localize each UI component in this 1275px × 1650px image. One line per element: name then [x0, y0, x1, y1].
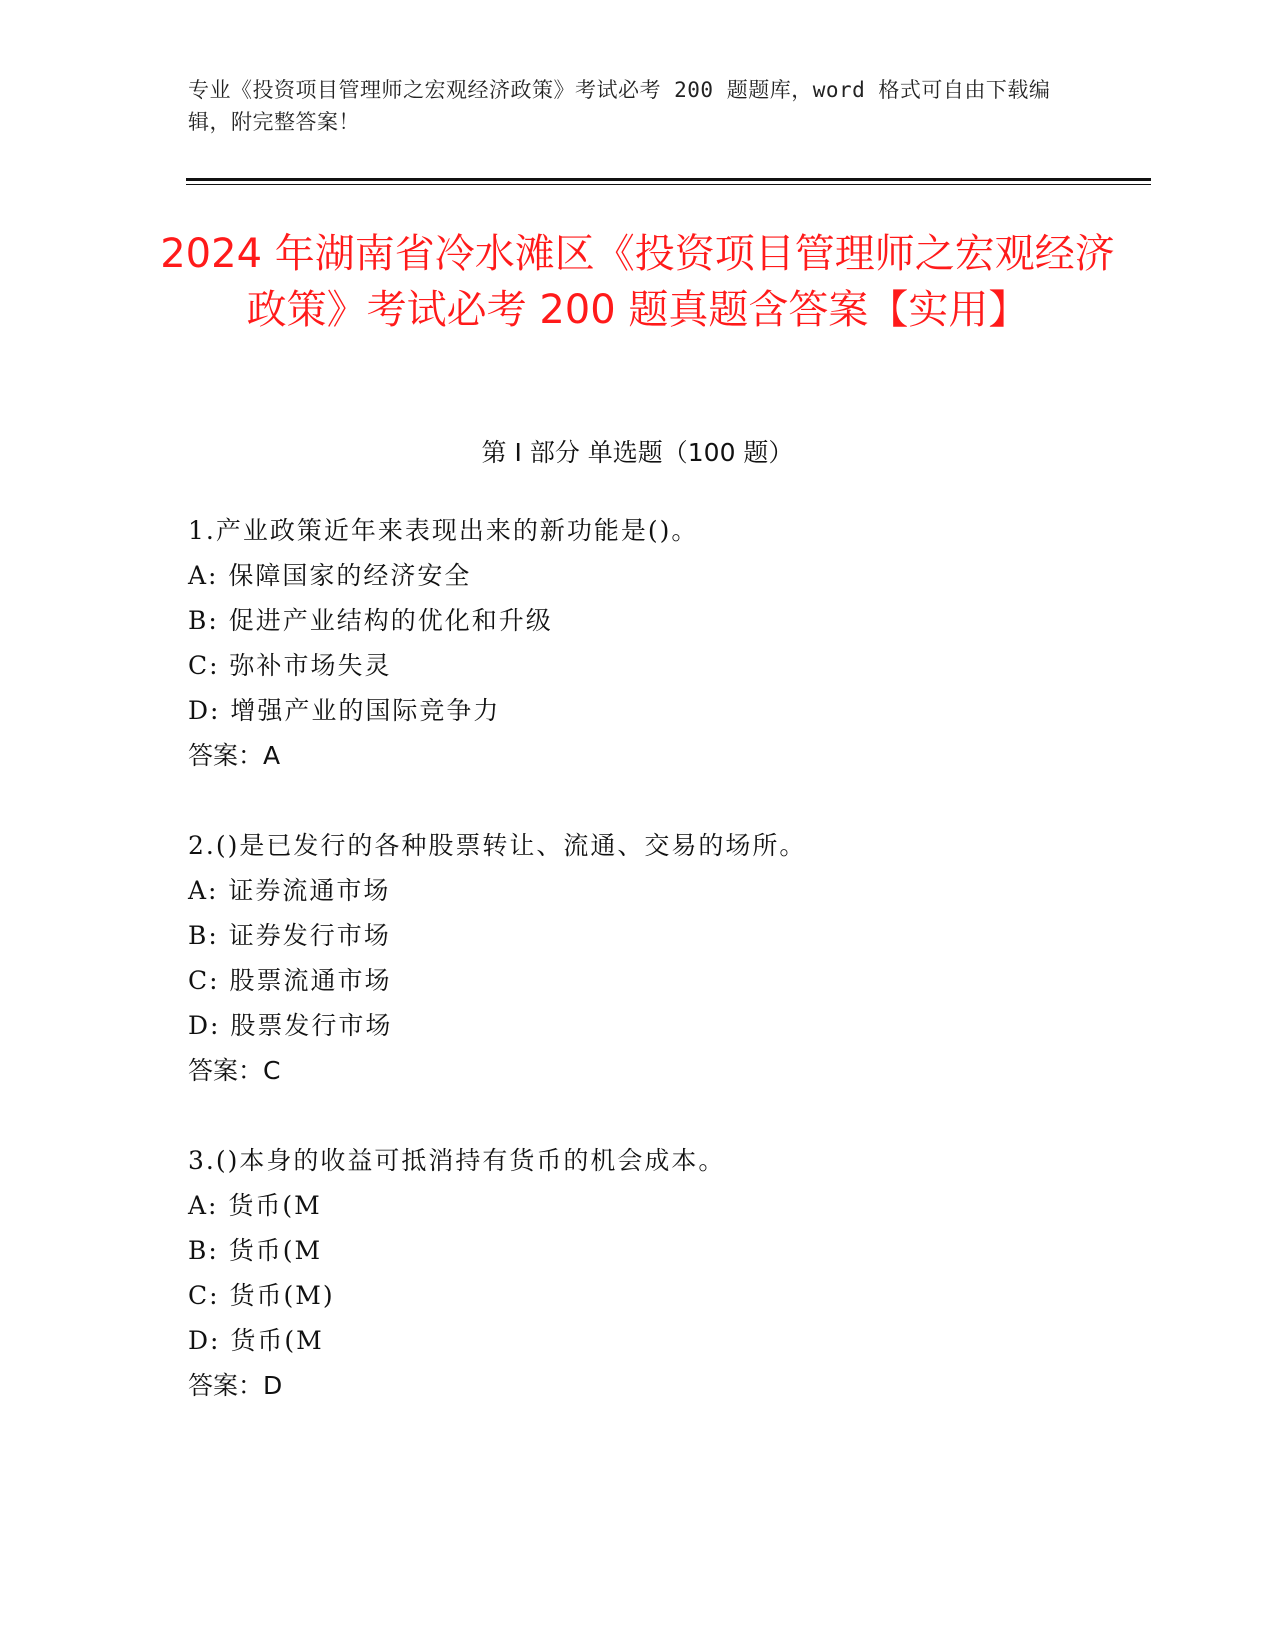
answer-line: 答案：A — [188, 741, 281, 770]
option-a: A: 证券流通市场 — [188, 876, 391, 905]
option-c: C: 弥补市场失灵 — [188, 651, 392, 680]
option-b: B: 货币(M — [188, 1236, 323, 1265]
header-divider-thick — [186, 178, 1151, 181]
section-heading: 第 I 部分 单选题（100 题） — [481, 438, 794, 467]
option-d: D: 增强产业的国际竞争力 — [188, 696, 501, 725]
question-2 — [188, 823, 1088, 1093]
option-d: D: 股票发行市场 — [188, 1011, 393, 1040]
question-3 — [188, 1138, 1088, 1408]
option-d: D: 货币(M — [188, 1326, 324, 1355]
option-c: C: 货币(M) — [188, 1281, 335, 1310]
question-stem: 1.产业政策近年来表现出来的新功能是()。 — [188, 516, 699, 545]
option-c: C: 股票流通市场 — [188, 966, 392, 995]
option-a: A: 货币(M — [188, 1191, 322, 1220]
question-stem: 3.()本身的收益可抵消持有货币的机会成本。 — [188, 1146, 726, 1175]
document-title: 2024 年湖南省冷水滩区《投资项目管理师之宏观经济政策》考试必考 200 题真题含答案【实用】 — [160, 231, 1115, 333]
header-divider-thin — [186, 184, 1151, 185]
option-b: B: 促进产业结构的优化和升级 — [188, 606, 553, 635]
option-b: B: 证券发行市场 — [188, 921, 391, 950]
question-1 — [188, 508, 1088, 778]
header-note: 专业《投资项目管理师之宏观经济政策》考试必考 200 题题库，word 格式可自由下载编辑，附完整答案！ — [188, 78, 1051, 134]
question-stem: 2.()是已发行的各种股票转让、流通、交易的场所。 — [188, 831, 807, 860]
option-a: A: 保障国家的经济安全 — [188, 561, 472, 590]
answer-line: 答案：D — [188, 1371, 283, 1400]
answer-line: 答案：C — [188, 1056, 281, 1085]
